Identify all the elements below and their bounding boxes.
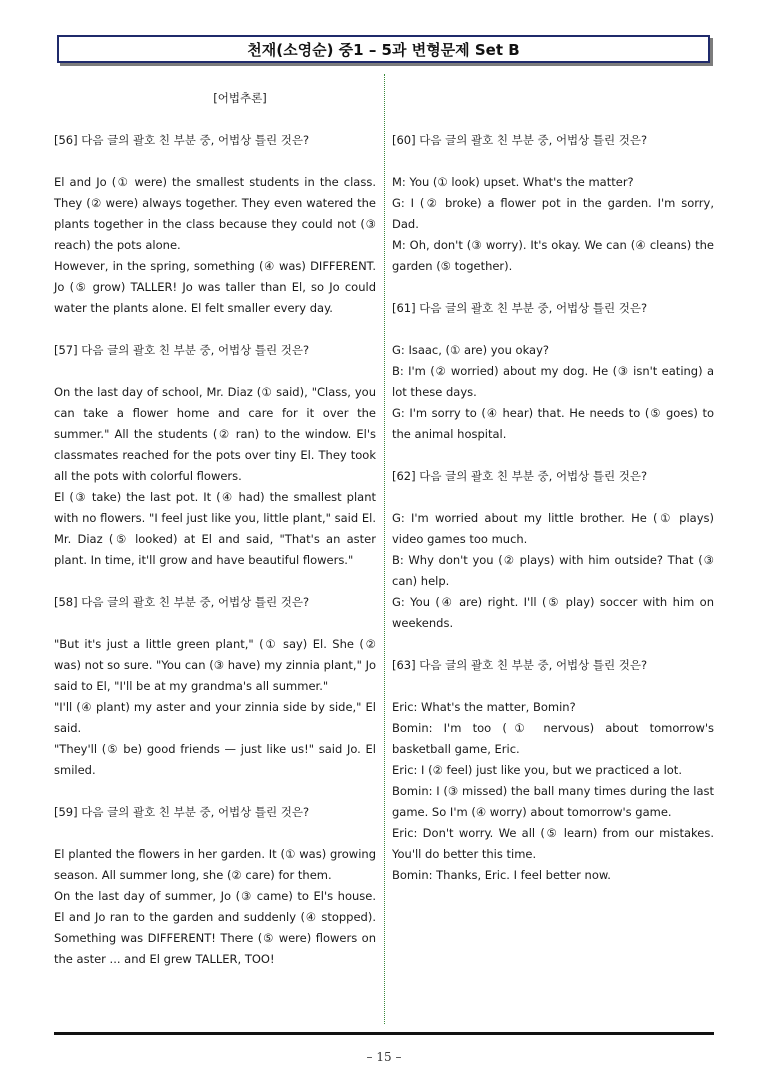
- passage-62: [392, 508, 714, 634]
- question-56: [56] 다음 글의 괄호 친 부분 중, 어법상 틀린 것은?: [54, 133, 310, 147]
- page-number: – 15 –: [366, 1050, 402, 1064]
- passage-line: G: I'm sorry to (④ hear) that. He needs to (⑤ goes) to the animal hospital.: [392, 406, 714, 441]
- passage-61: [392, 340, 714, 445]
- passage-line: However, in the spring, something (④ was) DIFFERENT. Jo (⑤ grow) TALLER! Jo was taller than El, so Jo could water the plants alone. El felt smaller every day.: [54, 259, 376, 315]
- passage-line: G: Isaac, (① are) you okay?: [392, 343, 549, 357]
- question-61: [61] 다음 글의 괄호 친 부분 중, 어법상 틀린 것은?: [392, 301, 648, 315]
- passage-63: [392, 697, 714, 886]
- right-column: [392, 88, 714, 907]
- passage-56: [54, 172, 376, 319]
- passage-line: Bomin: I (③ missed) the ball many times during the last game. So I'm (④ worry) about tomorrow's game.: [392, 784, 714, 819]
- passage-line: "I'll (④ plant) my aster and your zinnia side by side," El said.: [54, 700, 376, 735]
- section-tag: [어법추론]: [213, 91, 267, 105]
- passage-59: [54, 844, 376, 970]
- passage-line: El (③ take) the last pot. It (④ had) the smallest plant with no flowers. "I feel just like you, little plant," said El. Mr. Diaz (⑤ looked) at El and said, "That's an aster plant. In time, it'll grow and have beautiful flowers.": [54, 490, 376, 567]
- passage-line: B: I'm (② worried) about my dog. He (③ isn't eating) a lot these days.: [392, 364, 714, 399]
- passage-line: G: I'm worried about my little brother. He (① plays) video games too much.: [392, 511, 714, 546]
- passage-line: Bomin: Thanks, Eric. I feel better now.: [392, 868, 611, 882]
- passage-58: [54, 634, 376, 781]
- passage-line: Eric: I (② feel) just like you, but we practiced a lot.: [392, 763, 682, 777]
- footer-rule: [54, 1032, 714, 1035]
- page-title: 천재(소영순) 중1 – 5과 변형문제 Set B: [57, 35, 710, 63]
- question-58: [58] 다음 글의 괄호 친 부분 중, 어법상 틀린 것은?: [54, 595, 310, 609]
- passage-line: M: Oh, don't (③ worry). It's okay. We can (④ cleans) the garden (⑤ together).: [392, 238, 714, 273]
- left-column: [54, 88, 376, 991]
- passage-line: Bomin: I'm too (① nervous) about tomorrow's basketball game, Eric.: [392, 721, 714, 756]
- passage-line: G: You (④ are) right. I'll (⑤ play) soccer with him on weekends.: [392, 595, 714, 630]
- passage-line: Eric: Don't worry. We all (⑤ learn) from our mistakes. You'll do better this time.: [392, 826, 714, 861]
- passage-line: El planted the flowers in her garden. It (① was) growing season. All summer long, she (② care) for them.: [54, 847, 376, 882]
- question-60: [60] 다음 글의 괄호 친 부분 중, 어법상 틀린 것은?: [392, 133, 648, 147]
- passage-line: On the last day of school, Mr. Diaz (① said), "Class, you can take a flower home and care for it over the summer." All the students (② ran) to the window. El's classmates reached for the pots over tiny El. They took all the pots with colorful flowers.: [54, 385, 376, 483]
- passage-line: G: I (② broke) a flower pot in the garden. I'm sorry, Dad.: [392, 196, 714, 231]
- passage-line: B: Why don't you (② plays) with him outside? That (③ can) help.: [392, 553, 714, 588]
- question-59: [59] 다음 글의 괄호 친 부분 중, 어법상 틀린 것은?: [54, 805, 310, 819]
- passage-line: "But it's just a little green plant," (① say) El. She (② was) not so sure. "You can (③ have) my zinnia plant," Jo said to El, "I'll be at my grandma's all summer.": [54, 637, 376, 693]
- passage-line: M: You (① look) upset. What's the matter?: [392, 175, 634, 189]
- question-57: [57] 다음 글의 괄호 친 부분 중, 어법상 틀린 것은?: [54, 343, 310, 357]
- passage-line: "They'll (⑤ be) good friends — just like us!" said Jo. El smiled.: [54, 742, 376, 777]
- passage-57: [54, 382, 376, 571]
- passage-line: On the last day of summer, Jo (③ came) to El's house. El and Jo ran to the garden and suddenly (④ stopped). Something was DIFFERENT! There (⑤ were) flowers on the aster ... and El grew TALLER, TOO!: [54, 889, 376, 966]
- passage-line: Eric: What's the matter, Bomin?: [392, 700, 576, 714]
- column-divider: [384, 74, 385, 1024]
- question-62: [62] 다음 글의 괄호 친 부분 중, 어법상 틀린 것은?: [392, 469, 648, 483]
- right-column-spacer: [392, 88, 714, 130]
- passage-line: El and Jo (① were) the smallest students in the class. They (② were) always together. They even watered the plants together in the class because they could not (③ reach) the pots alone.: [54, 175, 376, 252]
- passage-60: [392, 172, 714, 277]
- question-63: [63] 다음 글의 괄호 친 부분 중, 어법상 틀린 것은?: [392, 658, 648, 672]
